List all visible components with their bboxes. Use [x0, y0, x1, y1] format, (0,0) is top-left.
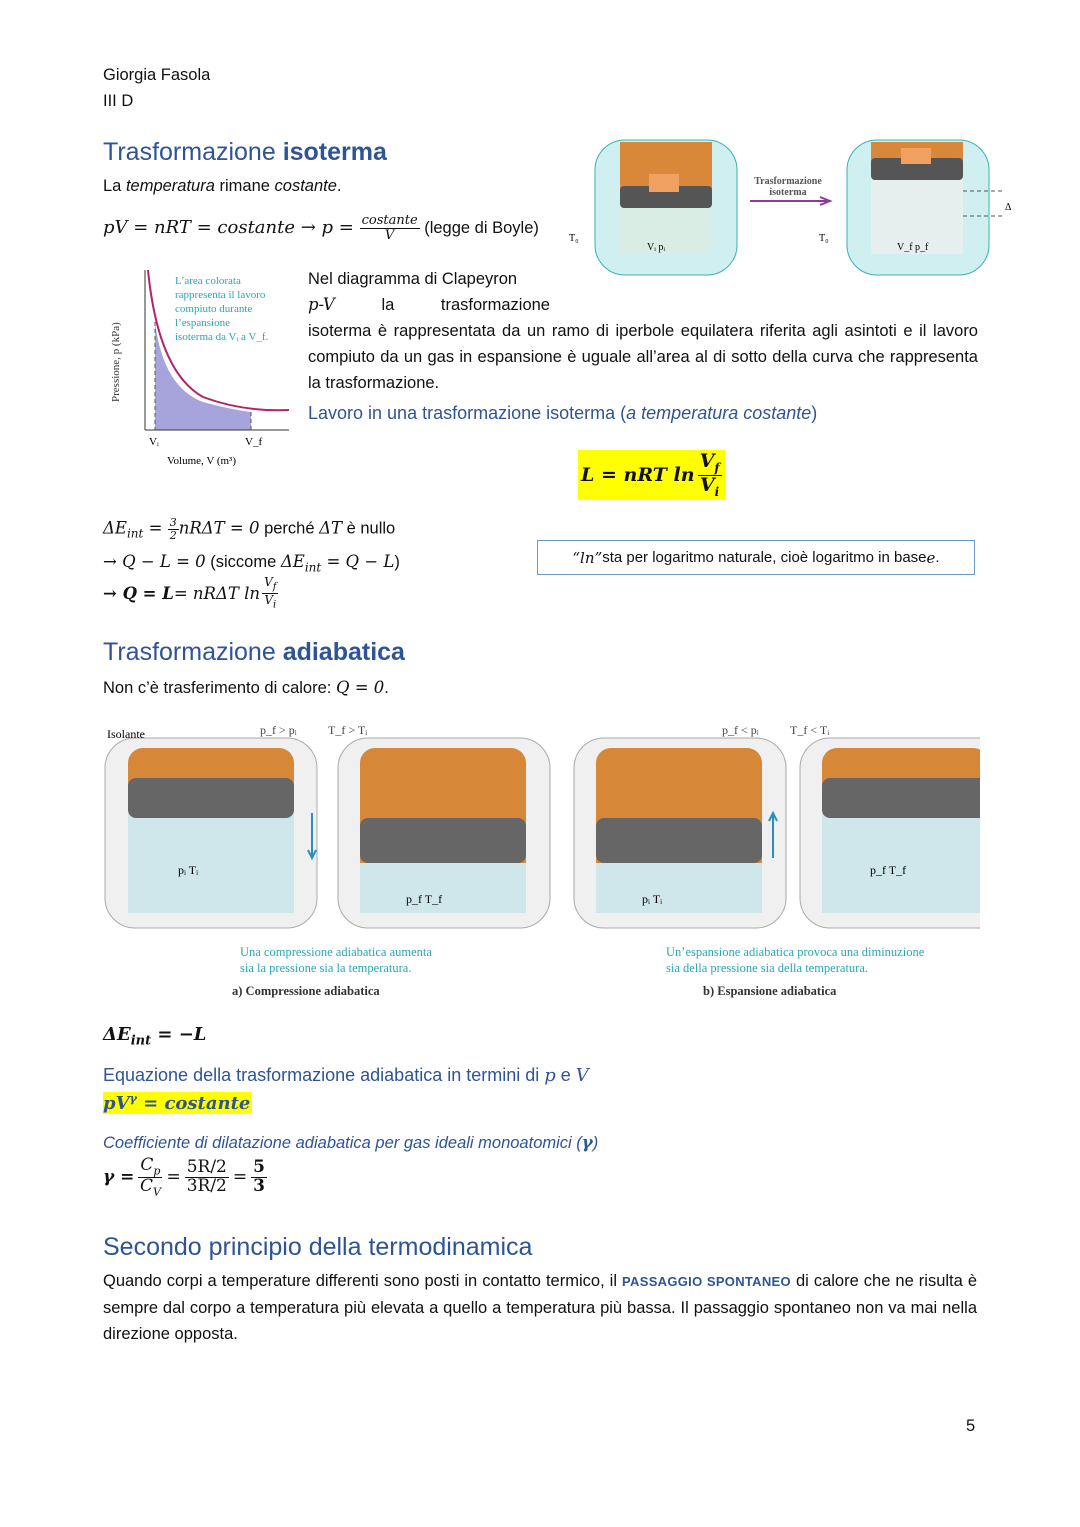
svg-text:T_f > Tᵢ: T_f > Tᵢ: [328, 723, 368, 737]
svg-text:T_f < Tᵢ: T_f < Tᵢ: [790, 723, 830, 737]
label-b: b) Espansione adiabatica: [703, 984, 837, 998]
t0-label: T₀: [569, 233, 579, 244]
svg-text:pᵢ Tᵢ: pᵢ Tᵢ: [178, 863, 199, 877]
isotherm-figure: [565, 128, 1015, 288]
boyle-equation: pV = nRT = costante → p = $\frac{\text{costante}}{V}$ (legge di Boyle): [103, 213, 539, 243]
isoterma-intro: La temperatura rimane costante.: [103, 177, 342, 195]
svg-text:pᵢ Tᵢ: pᵢ Tᵢ: [642, 892, 663, 906]
delta-label: Δ: [1005, 202, 1012, 213]
annotation-line: compiuto durante: [175, 303, 253, 315]
annotation-line: L’area colorata: [175, 275, 241, 287]
work-formula: L = nRT ln $\frac{V_f}{V_i}$: [578, 450, 725, 500]
annotation-line: l’espansione: [175, 317, 230, 329]
ln-note-box: “ln” sta per logaritmo naturale, cioè logaritmo in base e .: [537, 540, 975, 575]
adiabatic-energy-equation: $\Delta E_{int} = -L$: [103, 1024, 207, 1049]
heading-secondo-principio: Secondo principio della termodinamica: [103, 1233, 533, 1261]
annotation-line: rappresenta il lavoro: [175, 289, 266, 301]
isolante-label: Isolante: [107, 727, 145, 741]
heading-text: Trasformazione: [103, 138, 283, 166]
heading-bold: isoterma: [282, 138, 387, 166]
caption-a: Una compressione adiabatica aumenta: [240, 945, 432, 959]
heat-work-equation: → Q = L = nRΔT ln $\frac{V_f}{V_i}$: [103, 575, 277, 611]
pv-diagram: [103, 262, 293, 472]
work-title: Lavoro in una trasformazione isoterma (a temperatura costante): [308, 403, 818, 423]
arrow-icon: [750, 197, 830, 205]
label-a: a) Compressione adiabatica: [232, 984, 380, 998]
annotation-line: isoterma da Vᵢ a V_f.: [175, 331, 269, 343]
cylinder-initial: [595, 140, 737, 275]
cylinder-final: [847, 140, 989, 275]
secondo-paragraph: Quando corpi a temperature differenti sono posti in contatto termico, il PASSAGGIO SPONTANEO di calore che ne risulta è sempre dal corpo a temperatura più elevata a quello a temperatura più bassa. Il passaggio spontaneo non va mai nella direzione opposta.: [103, 1272, 977, 1343]
svg-text:p_f > pᵢ: p_f > pᵢ: [260, 723, 297, 737]
energy-equation: $\Delta E_{int}$ = $\frac{3}{2}$ nRΔT = 0 perché ΔT è nullo: [103, 516, 396, 542]
adiabatica-intro: Non c’è trasferimento di calore: Q = 0.: [103, 678, 389, 697]
svg-text:Vᵢ pᵢ: Vᵢ pᵢ: [647, 242, 665, 253]
x-tick: V_f: [245, 436, 263, 448]
paragraph-line: p-V la trasformazione: [308, 295, 550, 314]
gamma-formula: γ = $\frac{C_p}{C_V}$ = $\frac{5R/2}{3R/2}$ = $\frac{5}{3}$: [103, 1155, 265, 1199]
first-law-equation: → Q − L = 0 (siccome $\Delta E_{int} = Q - L$): [103, 552, 400, 575]
svg-text:p_f T_f: p_f T_f: [406, 892, 443, 906]
clapeyron-paragraph: isoterma è rappresentata da un ramo di iperbole equilatera riferita agli asintoti e il lavoro compiuto da un gas in espansione è uguale all’area al di sotto della curva che rappresenta la trasformazione.: [308, 322, 978, 392]
arrow-label: isoterma: [769, 187, 807, 198]
adiabatic-eq-title: Equazione della trasformazione adiabatica in termini di p e V: [103, 1065, 589, 1086]
x-tick: Vᵢ: [149, 436, 159, 448]
page-number: 5: [966, 1417, 976, 1435]
heading-adiabatica: Trasformazione adiabatica: [103, 638, 405, 666]
author-name: Giorgia Fasola: [103, 66, 211, 84]
caption-b: Un’espansione adiabatica provoca una diminuzione: [666, 945, 925, 959]
poisson-formula: $pV^\gamma$ = costante: [103, 1092, 251, 1114]
t0-label: T₀: [819, 233, 829, 244]
caption-a: sia la pressione sia la temperatura.: [240, 961, 412, 975]
coefficient-title: Coefficiente di dilatazione adiabatica per gas ideali monoatomici (γ): [103, 1133, 599, 1152]
paragraph-line: Nel diagramma di Clapeyron: [308, 270, 518, 288]
y-axis-label: Pressione, p (kPa): [110, 322, 122, 402]
class-label: III D: [103, 92, 134, 110]
caption-b: sia della pressione sia della temperatura.: [666, 961, 869, 975]
adiabatic-figure: [100, 718, 980, 1003]
heading-isoterma: [103, 138, 387, 167]
x-axis-label: Volume, V (m³): [167, 455, 236, 467]
svg-text:p_f < pᵢ: p_f < pᵢ: [722, 723, 759, 737]
svg-text:p_f T_f: p_f T_f: [870, 863, 907, 877]
arrow-label: Trasformazione: [754, 176, 822, 187]
svg-text:V_f p_f: V_f p_f: [897, 242, 929, 253]
